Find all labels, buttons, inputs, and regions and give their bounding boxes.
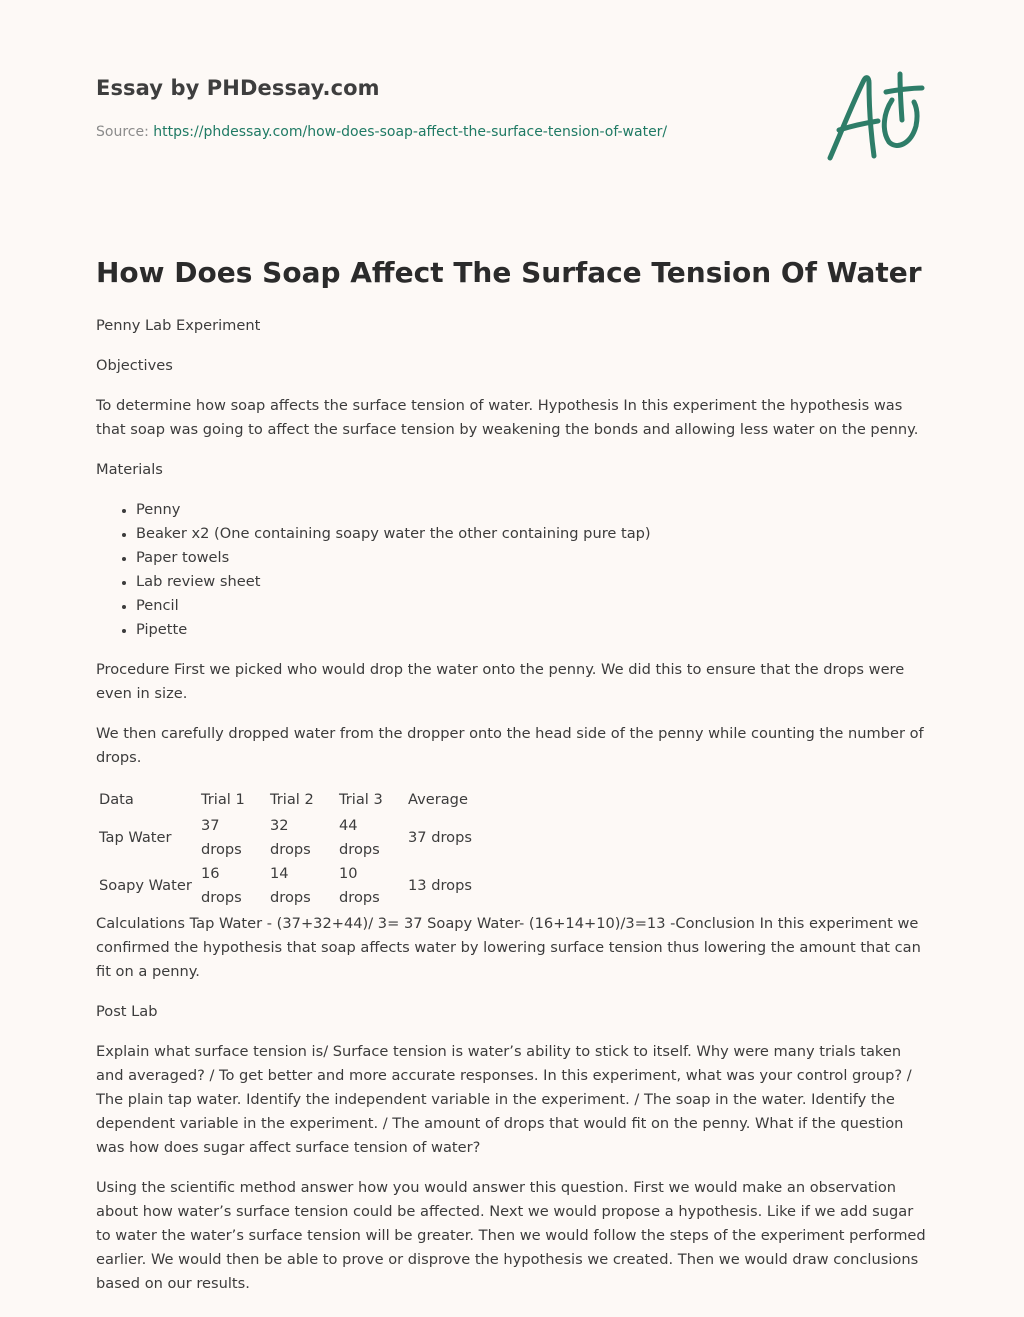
intro-paragraph: Penny Lab Experiment	[96, 317, 261, 334]
site-title: Essay by PHDessay.com	[96, 76, 380, 100]
table-header-cell: Data	[99, 791, 134, 808]
table-cell: 10 drops	[339, 865, 380, 906]
table-header-cell: Trial 1	[201, 791, 245, 808]
table-row	[96, 814, 475, 862]
source-label: Source:	[96, 124, 149, 140]
calculations-paragraph: Calculations Tap Water - (37+32+44)/ 3= 37 Soapy Water- (16+14+10)/3=13 -Conclusion In this experiment we confirmed the hypothesis that soap affects water by lowering surface tension thus lowering the amount that can fit on a penny.	[96, 915, 921, 980]
table-cell: 14 drops	[270, 865, 311, 906]
procedure-paragraph: Procedure First we picked who would drop the water onto the penny. We did this to ensure that the drops were even in size.	[96, 661, 905, 702]
table-header-cell: Trial 3	[339, 791, 383, 808]
list-item: • Pencil	[136, 594, 928, 618]
table-cell: 44 drops	[339, 817, 380, 858]
table-cell: 37 drops	[408, 829, 472, 846]
source-link[interactable]: https://phdessay.com/how-does-soap-affect-the-surface-tension-of-water/	[153, 124, 668, 140]
table-header-cell: Trial 2	[270, 791, 314, 808]
list-item: • Paper towels	[136, 546, 928, 570]
procedure-paragraph-2: We then carefully dropped water from the dropper onto the head side of the penny while counting the number of drops.	[96, 725, 924, 766]
post-lab-heading: Post Lab	[96, 1003, 158, 1020]
list-item: • Lab review sheet	[136, 570, 928, 594]
table-row	[96, 862, 475, 910]
essay-body	[96, 314, 928, 1312]
table-cell: 13 drops	[408, 877, 472, 894]
list-item: • Penny	[136, 498, 928, 522]
objectives-heading: Objectives	[96, 357, 173, 374]
materials-heading: Materials	[96, 461, 163, 478]
table-header-cell: Average	[408, 791, 468, 808]
materials-list	[96, 498, 928, 642]
table-header-row	[96, 786, 475, 814]
table-cell: Tap Water	[99, 829, 172, 846]
source-line	[96, 124, 667, 140]
a-plus-logo-icon	[818, 64, 930, 168]
final-paragraph: Using the scientific method answer how you would answer this question. First we would make an observation about how water’s surface tension could be affected. Next we would propose a hypothesis. Like if we add sugar to water the water’s surface tension will be greater. Then we would follow the steps of the experiment performed earlier. We would then be able to prove or disprove the hypothesis we created. Then we would draw conclusions based on our results.	[96, 1179, 926, 1292]
table-cell: 37 drops	[201, 817, 242, 858]
post-lab-paragraph: Explain what surface tension is/ Surface tension is water’s ability to stick to itself. Why were many trials taken and averaged? / To get better and more accurate responses. In this experiment, what was your control group? / The plain tap water. Identify the independent variable in the experiment. / The soap in the water. Identify the dependent variable in the experiment. / The amount of drops that would fit on the penny. What if the question was how does sugar affect surface tension of water?	[96, 1043, 912, 1156]
table-cell: 16 drops	[201, 865, 242, 906]
table-cell: 32 drops	[270, 817, 311, 858]
essay-title: How Does Soap Affect The Surface Tension Of Water	[96, 256, 922, 289]
objectives-paragraph: To determine how soap affects the surface tension of water. Hypothesis In this experiment the hypothesis was that soap was going to affect the surface tension by weakening the bonds and allowing less water on the penny.	[96, 397, 919, 438]
results-table	[96, 786, 475, 910]
table-cell: Soapy Water	[99, 877, 192, 894]
list-item: • Beaker x2 (One containing soapy water the other containing pure tap)	[136, 522, 928, 546]
list-item: • Pipette	[136, 618, 928, 642]
